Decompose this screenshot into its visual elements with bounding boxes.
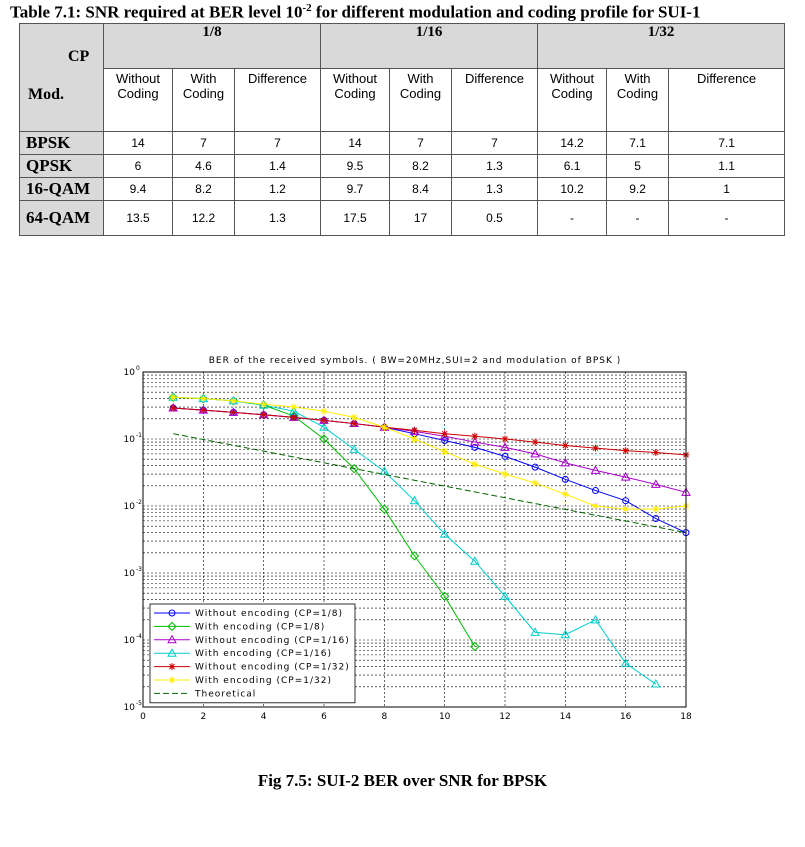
table-cell: 8.4 [390, 178, 452, 201]
x-tick-label: 2 [200, 712, 207, 722]
table-row [20, 201, 785, 236]
sub-header-without-coding: Without Coding [538, 69, 607, 132]
data-point [441, 430, 448, 437]
data-point [381, 424, 388, 431]
data-point [532, 439, 539, 446]
series-line [173, 408, 686, 492]
table-cell: 7.1 [669, 132, 785, 155]
row-mod-label: 16-QAM [20, 178, 104, 201]
series-without-encoding-cp-1-8 [170, 405, 689, 536]
legend-label: Without encoding (CP=1/16) [195, 635, 350, 646]
sub-header-with-coding: With Coding [607, 69, 669, 132]
data-point [652, 449, 659, 456]
data-point [321, 408, 328, 415]
cp-group-header: 1/32 [538, 24, 785, 69]
data-point [502, 471, 509, 478]
data-point [170, 405, 177, 412]
table-cell: 1 [669, 178, 785, 201]
chart-title: BER of the received symbols. ( BW=20MHz,SUI=2 and modulation of BPSK ) [208, 356, 622, 366]
x-tick-label: 10 [438, 712, 451, 722]
x-tick-label: 12 [499, 712, 511, 722]
header-corner [20, 24, 104, 132]
table-row [20, 155, 785, 178]
y-tick-label: 10 [123, 502, 135, 512]
sub-header-difference: Difference [669, 69, 785, 132]
legend-label: Without encoding (CP=1/8) [195, 609, 343, 619]
table-cell: 9.5 [321, 155, 390, 178]
data-point [471, 461, 478, 468]
series-line [173, 408, 686, 455]
data-point [532, 480, 539, 487]
y-tick-label: 10 [123, 368, 135, 378]
table-cell: - [669, 201, 785, 236]
data-point [592, 445, 599, 452]
chart-legend [150, 604, 355, 703]
table-cell: 9.2 [607, 178, 669, 201]
table-cell: 1.3 [452, 178, 538, 201]
sub-header-with-coding: With Coding [173, 69, 235, 132]
table-cell: 13.5 [104, 201, 173, 236]
data-point [471, 433, 478, 440]
snr-table [19, 23, 785, 236]
sub-header-without-coding: Without Coding [321, 69, 390, 132]
data-point [502, 436, 509, 443]
x-tick-label: 8 [381, 712, 388, 722]
sub-header-difference: Difference [235, 69, 321, 132]
y-tick-exponent: -4 [136, 633, 142, 640]
table-cell: 7.1 [607, 132, 669, 155]
x-tick-label: 18 [680, 712, 692, 722]
table-cell: - [538, 201, 607, 236]
x-tick-label: 6 [321, 712, 327, 722]
cp-label: CP [68, 48, 90, 65]
table-cell: 6 [104, 155, 173, 178]
table-cell: 6.1 [538, 155, 607, 178]
legend-label: Without encoding (CP=1/32) [195, 662, 350, 673]
row-mod-label: QPSK [20, 155, 104, 178]
series-line [173, 408, 686, 533]
table-caption: Table 7.1: SNR required at BER level $10^{-2}$ for different modulation and coding profile for SUI-1 [10, 2, 701, 22]
data-point [592, 503, 599, 510]
data-point [200, 395, 207, 402]
row-mod-label: BPSK [20, 132, 104, 155]
table-cell: 17 [390, 201, 452, 236]
table-row [20, 178, 785, 201]
legend-label: With encoding (CP=1/16) [195, 649, 332, 660]
data-point [260, 411, 267, 418]
table-cell: 14 [104, 132, 173, 155]
y-tick-exponent: -3 [136, 566, 142, 573]
data-point [562, 442, 569, 449]
sub-header-difference: Difference [452, 69, 538, 132]
data-point [622, 447, 629, 454]
x-tick-label: 16 [619, 712, 632, 722]
row-mod-label: 64-QAM [20, 201, 104, 236]
cp-group-header: 1/16 [321, 24, 538, 69]
cp-group-header: 1/8 [104, 24, 321, 69]
table-cell: 7 [173, 132, 235, 155]
figure-caption: Fig 7.5: SUI-2 BER over SNR for BPSK [257, 771, 548, 790]
table-cell: 7 [235, 132, 321, 155]
y-tick-exponent: -5 [136, 700, 142, 707]
data-point [290, 414, 297, 421]
table-cell: 7 [390, 132, 452, 155]
table-cell: 12.2 [173, 201, 235, 236]
data-point [169, 663, 176, 670]
table-cell: 8.2 [173, 178, 235, 201]
table-cell: 1.3 [452, 155, 538, 178]
data-point [411, 436, 418, 443]
data-point [411, 427, 418, 434]
table-cell: 17.5 [321, 201, 390, 236]
data-point [351, 420, 358, 427]
table-cell: 14.2 [538, 132, 607, 155]
table-cell: 10.2 [538, 178, 607, 201]
data-point [260, 401, 267, 408]
sub-header-with-coding: With Coding [390, 69, 452, 132]
data-point [230, 397, 237, 404]
table-cell: 1.2 [235, 178, 321, 201]
legend-label: With encoding (CP=1/32) [195, 676, 332, 686]
ber-chart [110, 350, 710, 730]
y-tick-label: 10 [123, 569, 135, 579]
table-cell: 9.4 [104, 178, 173, 201]
table-cell: 14 [321, 132, 390, 155]
table-cell: 8.2 [390, 155, 452, 178]
data-point [321, 417, 328, 424]
table-cell: 4.6 [173, 155, 235, 178]
data-point [170, 394, 177, 401]
legend-label: Theoretical [195, 689, 257, 700]
table-cell: 5 [607, 155, 669, 178]
data-point [562, 491, 569, 498]
y-tick-label: 10 [123, 703, 135, 713]
sub-header-without-coding: Without Coding [104, 69, 173, 132]
table-cell: - [607, 201, 669, 236]
y-tick-exponent: -1 [136, 432, 142, 439]
data-point [290, 404, 297, 411]
table-cell: 9.7 [321, 178, 390, 201]
table-cell: 7 [452, 132, 538, 155]
table-cell: 1.3 [235, 201, 321, 236]
mod-label: Mod. [28, 86, 64, 103]
table-cell: 0.5 [452, 201, 538, 236]
series-with-encoding-cp-1-32 [170, 394, 690, 513]
data-point [200, 407, 207, 414]
table-cell: 1.4 [235, 155, 321, 178]
cp-header-row [20, 24, 785, 69]
series-without-encoding-cp-1-32 [170, 405, 690, 459]
data-point [230, 409, 237, 416]
data-point [169, 677, 176, 684]
y-tick-label: 10 [123, 636, 135, 646]
data-point [622, 506, 629, 513]
table-row [20, 132, 785, 155]
x-tick-label: 0 [140, 712, 146, 722]
y-tick-label: 10 [123, 435, 135, 445]
x-tick-label: 4 [260, 712, 267, 722]
legend-label: With encoding (CP=1/8) [195, 622, 326, 633]
x-tick-label: 14 [559, 712, 572, 722]
y-tick-exponent: -2 [136, 499, 142, 506]
data-point [652, 506, 659, 513]
y-tick-exponent: 0 [136, 365, 140, 372]
table-cell: 1.1 [669, 155, 785, 178]
data-point [441, 448, 448, 455]
data-point [351, 414, 358, 421]
sub-header-row [20, 69, 785, 132]
